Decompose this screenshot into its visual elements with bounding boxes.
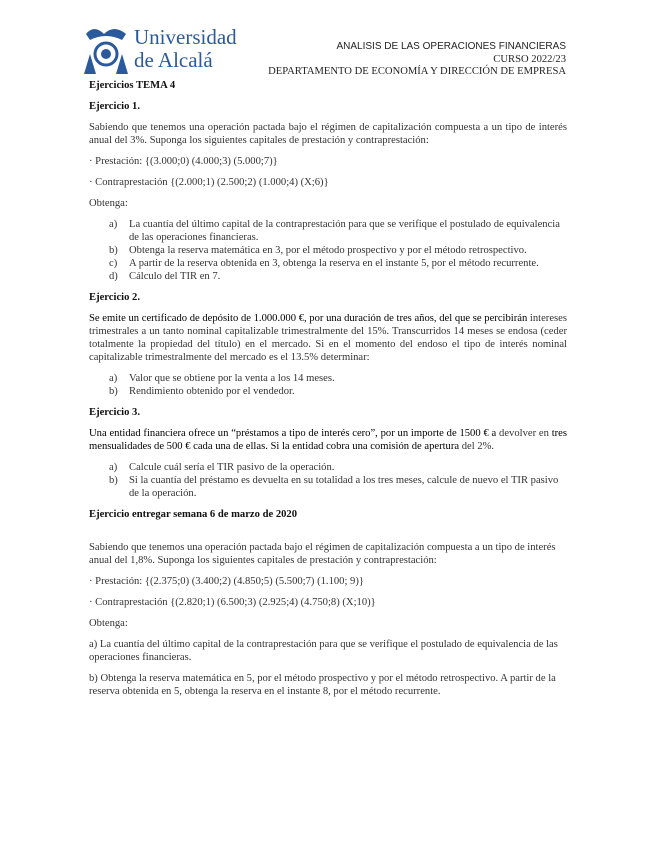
ex3-intro: Una entidad financiera ofrece un “préstamos a tipo de interés cero”, por un importe de 1500 € a devolver en tres mensualidades de 500 € cada una de ellas. Si la entidad cobra una comisión de apertura del 2%. [89,428,567,452]
subject-title: ANALISIS DE LAS OPERACIONES FINANCIERAS [336,41,566,52]
university-logo [82,24,242,76]
ex2-title: Ejercicio 2. [89,292,140,303]
list-item: b) Si la cuantía del préstamo es devuelta en su totalidad a los tres meses, calcule de nuevo el TIR pasivo de la operación. [109,475,559,499]
doc-title: Ejercicios TEMA 4 [89,80,176,91]
ex1-list [89,218,567,283]
ex3-title: Ejercicio 3. [89,407,140,418]
ex1-intro: Sabiendo que tenemos una operación pactada bajo el régimen de capitalización compuesta a un tipo de interés anual del 3%. Suponga los siguientes capitales de prestación y contraprestación: [89,122,567,146]
list-item: c) A partir de la reserva obtenida en 3, obtenga la reserva en el instante 5, por el método recurrente. [109,258,539,269]
list-item: a) Calcule cuál sería el TIR pasivo de la operación. [109,462,335,473]
page-header [268,41,566,79]
ex2-intro: Se emite un certificado de depósito de 1.000.000 €, por una duración de tres años, del que se percibirán intereses trimestrales a un tanto nominal capitalizable trimestralmente del 15%. Transcurridos 14 meses se endosa (ceder totalmente la propiedad del título) en el mercado. Si en el momento del endoso el tipo de interés nominal capitalizable trimestralmente del mercado es el 13.5% determinar: [89,313,567,363]
list-item: b) Obtenga la reserva matemática en 3, por el método prospectivo y por el método retrospectivo. [109,245,527,256]
document-body [89,79,567,706]
crest-icon [82,24,130,76]
list-item: d) Cálculo del TIR en 7. [109,271,221,282]
ex4-item-b: b) Obtenga la reserva matemática en 5, por el método prospectivo y por el método retrospectivo. A partir de la reserva obtenida en 5, obtenga la reserva en el instante 8, por el método recurrente. [89,673,556,697]
logo-line1: Universidad [134,25,237,49]
ex4-item-a: a) La cuantía del último capital de la contraprestación para que se verifique el postulado de equivalencia de las operaciones financieras. [89,639,558,663]
ex1-prestacion: · Prestación: {(3.000;0) (4.000;3) (5.000;7)} [89,156,278,167]
list-item: a) La cuantía del último capital de la contraprestación para que se verifique el postulado de equivalencia de las operaciones financieras. [109,219,560,243]
ex4-intro: Sabiendo que tenemos una operación pactada bajo el régimen de capitalización compuesta a un tipo de interés anual del 1,8%. Suponga los siguientes capitales de prestación y contraprestación: [89,542,556,566]
logo-line2: de Alcalá [134,48,213,72]
ex4-obtenga: Obtenga: [89,618,128,629]
list-item: a) Valor que se obtiene por la venta a los 14 meses. [109,373,335,384]
ex4-prestacion: · Prestación: {(2.375;0) (3.400;2) (4.850;5) (5.500;7) (1.100; 9)} [89,576,364,587]
ex2-list [89,372,567,398]
ex1-title: Ejercicio 1. [89,101,140,112]
course: CURSO 2022/23 [493,53,566,65]
ex1-contra: · Contraprestación {(2.000;1) (2.500;2) (1.000;4) (X;6)} [89,177,329,188]
ex1-obtenga: Obtenga: [89,198,128,209]
list-item: b) Rendimiento obtenido por el vendedor. [109,386,295,397]
ex3-list [89,461,567,500]
ex4-contra: · Contraprestación {(2.820;1) (6.500;3) (2.925;4) (4.750;8) (X;10)} [89,597,376,608]
department: DEPARTAMENTO DE ECONOMÍA Y DIRECCIÓN DE EMPRESA [268,66,566,77]
ex4-title: Ejercicio entregar semana 6 de marzo de 2020 [89,509,298,520]
